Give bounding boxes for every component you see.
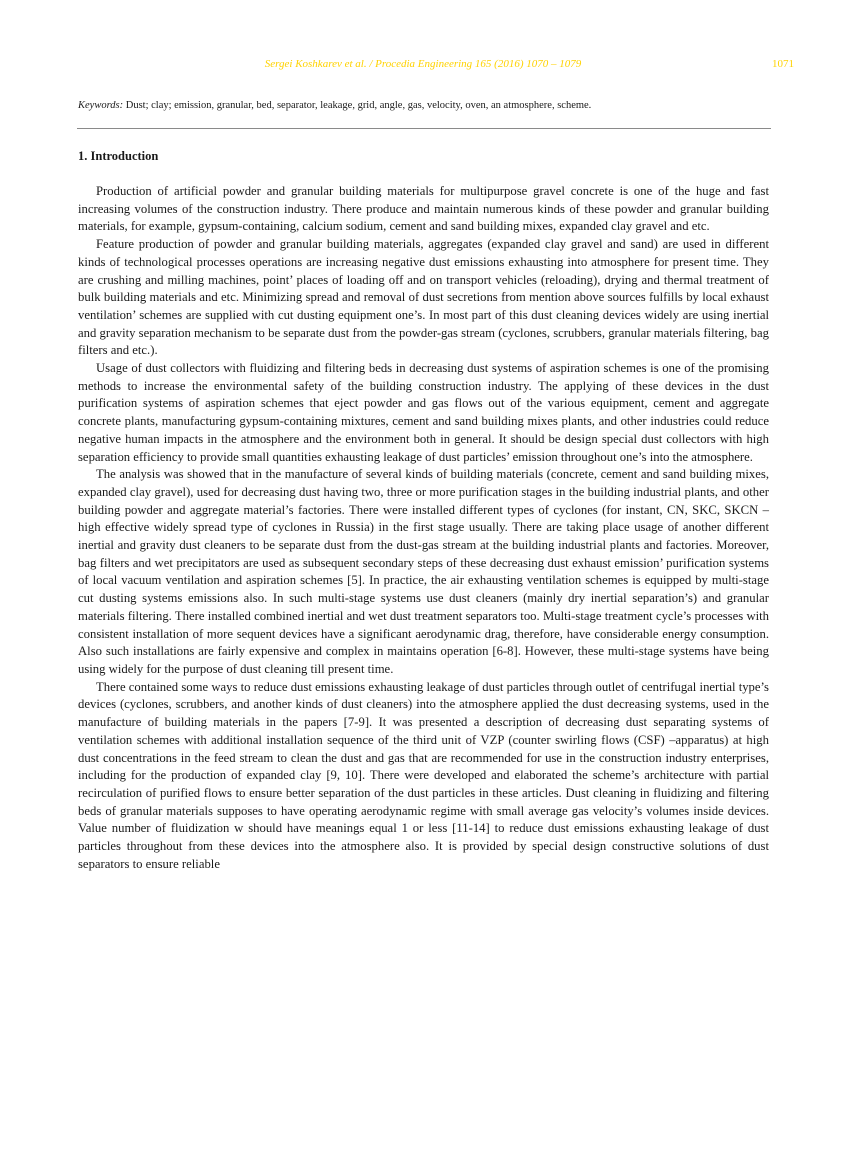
keywords-divider: [77, 128, 771, 129]
paragraph: The analysis was showed that in the manufacture of several kinds of building materials (concrete, cement and sand building mixes, expanded clay gravel), used for decreasing dust having two, three or more purification stages in the building industrial plants, and other building powder and aggregate material’s factories. There were installed different types of cyclones (for instant, CN, SKC, SKCN – high effective widely spread type of cyclones in Russia) in the first stage usually. There are taking place usage of another different inertial and gravity dust cleaners to be separate dust from the dust-gas stream at the building industrial plants and factories. Moreover, bag filters and wet precipitators are used as subsequent secondary steps of these decreasing dust exhaust emission’ purification systems of local vacuum ventilation and aspiration schemes [5]. In practice, the air exhausting ventilation schemes is equipped by multi-stage cut dusting systems emissions also. In such multi-stage systems use dust cleaners (mainly dry inertial separation’s) and granular materials filtering. There installed combined inertial and wet dust treatment separators too. Multi-stage treatment cycle’s processes with consistent installation of more sequent devices have a significant aerodynamic drag, therefore, have considerable energy consumption. Also such installations are fairly expensive and complex in maintains operation [6-8]. However, these multi-stage systems have being using widely for the purpose of dust cleaning till present time.: [78, 467, 769, 676]
paragraph: Usage of dust collectors with fluidizing and filtering beds in decreasing dust systems of aspiration schemes is one of the promising methods to increase the environmental safety of the building construction industry. The applying of these devices in the dust purification systems of aspiration schemes that eject powder and gas flows out of the various equipment, cement and aggregate concrete plants, manufacturing gypsum-containing mixtures, cement and sand building mixes plants, and other industries could reduce negative human impacts in the atmosphere and the environment both in general. It should be design special dust collectors with high separation efficiency to provide small quantities exhausting leakage of dust particles’ emission throughout one’s into the atmosphere.: [78, 361, 769, 464]
paragraph: Production of artificial powder and granular building materials for multipurpose gravel concrete is one of the huge and fast increasing volumes of the construction industry. There produce and maintain numerous kinds of these powder and granular building materials, for example, gypsum-containing, calcium sodium, cement and sand building mixes, expanded clay gravel and etc.: [78, 184, 769, 234]
keywords-label: Keywords:: [78, 100, 124, 111]
running-header: [0, 58, 846, 74]
page-number: 1071: [772, 58, 794, 70]
running-title: Sergei Koshkarev et al. / Procedia Engineering 165 (2016) 1070 – 1079: [264, 58, 582, 70]
keywords-line: [78, 100, 778, 111]
keywords-text: Dust; clay; emission, granular, bed, separator, leakage, grid, angle, gas, velocity, oven, an atmosphere, scheme.: [123, 100, 592, 111]
introduction-body: [78, 183, 769, 873]
paragraph: Feature production of powder and granular building materials, aggregates (expanded clay gravel and sand) are used in different kinds of technological processes operations are increasing negative dust emissions exhausting into atmosphere for present time. They are crushing and milling machines, point’ places of loading off and on transport vehicles (reloading), drying and thermal treatment of bulk building materials and etc. Minimizing spread and removal of dust secretions from mention above sources fulfills by local exhaust ventilation’ schemes are supplied with cut dusting equipment one’s. In most part of this dust cleaning devices widely are using inertial and gravity separation mechanism to be separate dust from the powder-gas stream (cyclones, scrubbers, granular materials filtering, bag filters and etc.).: [78, 237, 769, 358]
paragraph: There contained some ways to reduce dust emissions exhausting leakage of dust particles through outlet of centrifugal inertial type’s devices (cyclones, scrubbers, and another kinds of dust cleaners) into the atmosphere applied the dust decreasing systems, used in the manufacture of building materials in the papers [7-9]. It was presented a description of decreasing dust separating systems of ventilation schemes with additional installation sequence of the third unit of VZP (counter swirling flows (CSF) –apparatus) at high dust concentrations in the feed stream to clean the dust and gas that are recommended for use in the construction industry enterprises, including for the production of expanded clay [9, 10]. There were developed and elaborated the scheme’s architecture with partial recirculation of purified flows to ensure better separation of the dust particles in these articles. Dust cleaning in fluidizing and filtering beds of granular materials supposes to have operating aerodynamic regime with small average gas velocity’s volumes inside devices. Value number of fluidization w should have meanings equal 1 or less [11-14] to reduce dust emissions exhausting leakage of dust particles throughout from these devices into the atmosphere also. It is provided by special design constructive solutions of dust separators to ensure reliable: [78, 679, 769, 871]
section-heading: 1. Introduction: [78, 149, 159, 163]
